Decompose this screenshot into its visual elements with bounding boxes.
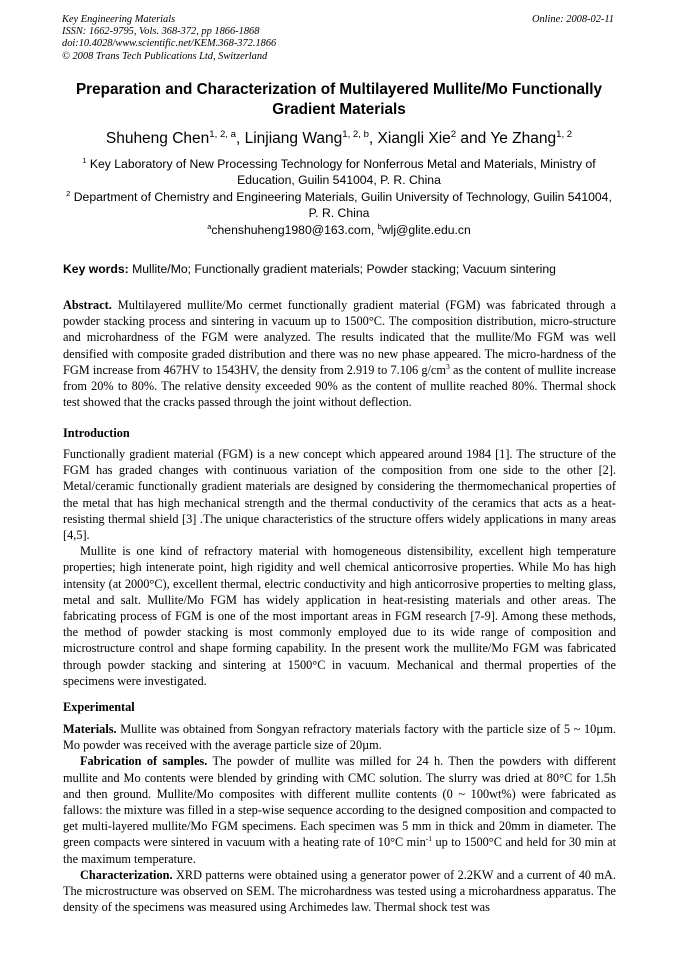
abstract [63,297,616,410]
author-affiliation-marker: 1, 2 [556,128,573,140]
keywords-label: Key words: [63,262,129,276]
author-separator: and [456,130,491,147]
email-marker: b [377,221,382,231]
author-separator: , [368,130,378,147]
journal-header [62,14,614,63]
author-name: Ye Zhang [490,130,557,147]
experimental-section [63,721,616,915]
affiliation-text: Key Laboratory of New Processing Technology for Nonferrous Metal and Materials, Ministry of Education, Guilin 541004, P. R. China [89,157,596,187]
email-address: wlj@glite.edu.cn [381,223,471,237]
introduction-paragraph-2: Mullite is one kind of refractory material with homogeneous distensibility, excellent high temperature properties; high intenerate point, high rigidity and well chemical anticorrosive properties. While Mo has high intensity (at 2000°C), excellent thermal, electric conductivity and high anticorrosive properties to melting glass, metal and salt. Mullite/Mo FGM has widely application in heat-resisting materials and other areas. The fabricating process of FGM is one of the most important areas in FGM research [7-9]. Among these methods, the method of powder stacking is most commonly employed due to its wide range of composition and microstructure control and shape forming capability. In the present work the mullite/Mo FGM was fabricated through powder stacking and sintering at 1500°C in vacuum. Mechanical and thermal properties of the specimens were investigated. [63,544,616,688]
affiliation-2 [62,189,616,221]
fabrication-text: The powder of mullite was milled for 24 h. Then the powders with different mullite and Mo contents were blended by grinding with CMC solution. The slurry was dried at 80°C for 1.5h and then ground. Mullite/Mo composites with different mullite contents (0 ~ 100wt%) were fabricated as fallows: the mixture was filled in a step-wise sequence according to the designed composition and compacted to get multi-layered mullite/Mo FGM specimens. Each specimen was 5 mm in thick and 20mm in diameter. The green compacts were sintered in vacuum with a heating rate of 10°C min [63,754,616,850]
fabrication-superscript: -1 [425,834,433,844]
author-separator: , [235,130,245,147]
abstract-text-continued: as the content of mullite increase from 20% to 80%. The relative density exceeded 90% as the content of mullite reached 80%. Thermal shock test showed that the cracks passed through the joint without deflection. [63,362,616,410]
affiliation-marker: 2 [66,188,71,198]
materials-paragraph [63,721,616,753]
fabrication-text-continued: up to 1500°C and held for 30 min at the maximum temperature. [63,835,616,866]
affiliation-text: Department of Chemistry and Engineering Materials, Guilin University of Technology, Guilin 541004, P. R. China [73,190,612,220]
author-affiliation-marker: 2 [450,128,457,140]
abstract-text: Multilayered mullite/Mo cermet functionally gradient material (FGM) was fabricated through a powder stacking process and sintering in vacuum up to 1500°C. The composition distribution, micro-structure and microhardness of the FGM were analyzed. The results indicated that the mullite/Mo FGM was well densified with composite graded distribution and there was no new phase appeared. The micro-hardness of the FGM increase from 467HV to 1543HV, the density from 2.919 to 7.106 g/cm [63,298,616,377]
author-name: Linjiang Wang [244,130,343,147]
paper-title: Preparation and Characterization of Multilayered Mullite/Mo Functionally Gradient Materials [75,81,603,118]
journal-issn: ISSN: 1662-9795, Vols. 368-372, pp 1866-1868 [62,26,260,38]
author-name: Xiangli Xie [377,130,451,147]
author-name: Shuheng Chen [105,130,210,147]
affiliation-1 [62,156,616,188]
journal-doi: doi:10.4028/www.scientific.net/KEM.368-372.1866 [62,38,277,50]
keywords-text: Mullite/Mo; Functionally gradient materials; Powder stacking; Vacuum sintering [132,262,556,276]
materials-label: Materials. [63,722,117,736]
introduction-heading: Introduction [63,426,130,440]
online-date: Online: 2008-02-11 [531,14,614,25]
characterization-paragraph [63,867,616,916]
introduction-section [63,446,616,689]
email-separator: , [370,223,378,237]
abstract-label: Abstract. [63,298,112,312]
author-affiliation-marker: 1, 2, a [209,128,236,140]
characterization-text: XRD patterns were obtained using a generator power of 2.2KW and a current of 40 mA. The microstructure was observed on SEM. The microhardness was tested using a microhardness apparatus. The density of the specimens was measured using Archimedes law. Thermal shock test was [63,867,617,915]
fabrication-label: Fabrication of samples. [80,754,208,769]
fabrication-paragraph [63,753,616,866]
journal-name: Key Engineering Materials [62,14,176,25]
author-list [40,129,638,149]
email-marker: a [207,221,212,231]
introduction-paragraph-1: Functionally gradient material (FGM) is a new concept which appeared around 1984 [1]. The structure of the FGM has graded changes with continuous variation of the composition from one side to the other [2]. Metal/ceramic functionally gradient materials are designed by considering the thermomechanical properties of the metal that has high mechanical strength and the thermal conductivity of the ceramics that acts as a heat-resisting thermal shield [3] .The unique characteristics of the structure offers widely applications in many areas [4,5]. [63,447,616,543]
author-affiliation-marker: 1, 2, b [342,128,369,140]
journal-copyright: © 2008 Trans Tech Publications Ltd, Switzerland [62,50,268,62]
materials-text: Mullite was obtained from Songyan refractory materials factory with the particle size of 5 ~ 10µm. Mo powder was received with the average particle size of 20µm. [63,722,616,753]
characterization-label: Characterization. [80,867,173,882]
author-emails [62,222,616,238]
abstract-superscript: 3 [445,361,450,371]
experimental-heading: Experimental [63,700,135,714]
keywords [63,261,619,277]
affiliation-marker: 1 [82,155,87,165]
email-address: chenshuheng1980@163.com [211,223,371,237]
